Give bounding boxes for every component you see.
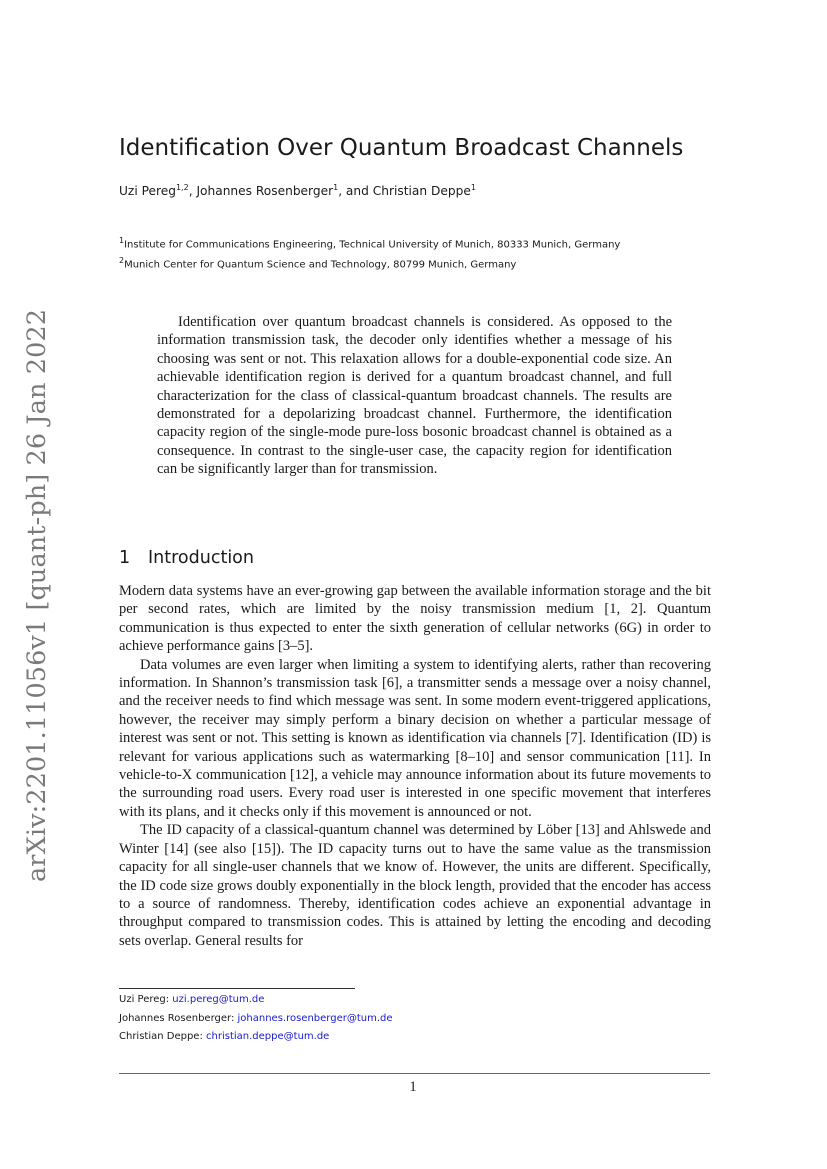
footnote [119,1010,393,1029]
footnote-divider [119,988,355,989]
email-link[interactable]: uzi.pereg@tum.de [172,994,265,1005]
section-heading [119,548,254,568]
paragraph: The ID capacity of a classical-quantum channel was determined by Löber [13] and Ahlswede and Winter [14] (see also [15]). The ID capacity turns out to have the same value as the transmission capacity for all single-user channels that we know of. However, the units are different. Specifically, the ID code size grows doubly exponentially in the block length, provided that the encoder has access to a source of randomness. Thereby, identification codes achieve an exponential advantage in throughput compared to transmission codes. This is attained by letting the encoding and decoding sets overlap. General results for [119,822,711,949]
section-number: 1 [119,548,131,568]
affiliation [119,236,620,250]
email-link[interactable]: johannes.rosenberger@tum.de [237,1012,393,1024]
author-affiliation-mark: 1 [333,183,339,192]
footnote [119,1028,393,1047]
footnote-name: Uzi Pereg: [119,994,173,1005]
author-list [119,183,476,198]
affiliation-mark: 2 [119,256,125,265]
paper-title: Identification Over Quantum Broadcast Channels [119,135,684,161]
author-affiliation-mark: 1 [470,183,476,192]
page-divider [119,1073,710,1074]
arxiv-identifier: arXiv:2201.11056v1 [quant-ph] 26 Jan 2022 [22,308,52,882]
author-name: Johannes Rosenberger [196,184,334,199]
section-title: Introduction [148,548,254,568]
author-separator: , [188,184,197,199]
footnote [119,991,393,1010]
abstract: Identification over quantum broadcast channels is considered. As opposed to the information transmission task, the decoder only identifies whether a message of his choosing was sent or not. This relaxation allows for a double-exponential code size. An achievable identification region is derived for a quantum broadcast channel, and full characterization for the class of classical-quantum broadcast channels. The results are demonstrated for a depolarizing broadcast channel. Furthermore, the identification capacity region of the single-mode pure-loss bosonic broadcast channel is obtained as a consequence. In contrast to the single-user case, the capacity region for identification can be significantly larger than for transmission. [157,314,672,478]
email-link[interactable]: christian.deppe@tum.de [206,1031,330,1042]
paragraph: Modern data systems have an ever-growing gap between the available information storage and the bit per second rates, which are limited by the noisy transmission medium [1, 2]. Quantum communication is thus expected to enter the sixth generation of cellular networks (6G) in order to achieve performance gains [3–5]. [119,583,711,655]
author-separator: , and [338,184,373,199]
affiliation-mark: 1 [119,236,125,245]
paragraph: Data volumes are even larger when limiting a system to identifying alerts, rather than recovering information. In Shannon’s transmission task [6], a transmitter sends a message over a noisy channel, and the receiver needs to find which message was sent. In some modern event-triggered applications, however, the receiver may simply perform a binary decision on whether a particular message of interest was sent or not. This setting is known as identification via channels [7]. Identification (ID) is relevant for various applications such as watermarking [8–10] and sensor communication [11]. In vehicle-to-X communication [12], a vehicle may announce information about its future movements to the surrounding road users. Every road user is interested in one specific movement that interferes with its plans, and it checks only if this movement is announced or not. [119,656,711,820]
author-name: Christian Deppe [372,184,471,199]
affiliation-text: Institute for Communications Engineering, Technical University of Munich, 80333 Munich, Germany [124,239,621,251]
author-name: Uzi Pereg [119,184,176,199]
body-text [119,582,711,950]
author-affiliation-mark: 1,2 [175,183,189,192]
affiliation-text: Munich Center for Quantum Science and Technology, 80799 Munich, Germany [124,259,517,271]
footnote-name: Johannes Rosenberger: [119,1012,238,1024]
footnotes [119,991,393,1047]
affiliation [119,256,516,270]
footnote-name: Christian Deppe: [119,1031,207,1042]
page-number: 1 [409,1079,417,1095]
